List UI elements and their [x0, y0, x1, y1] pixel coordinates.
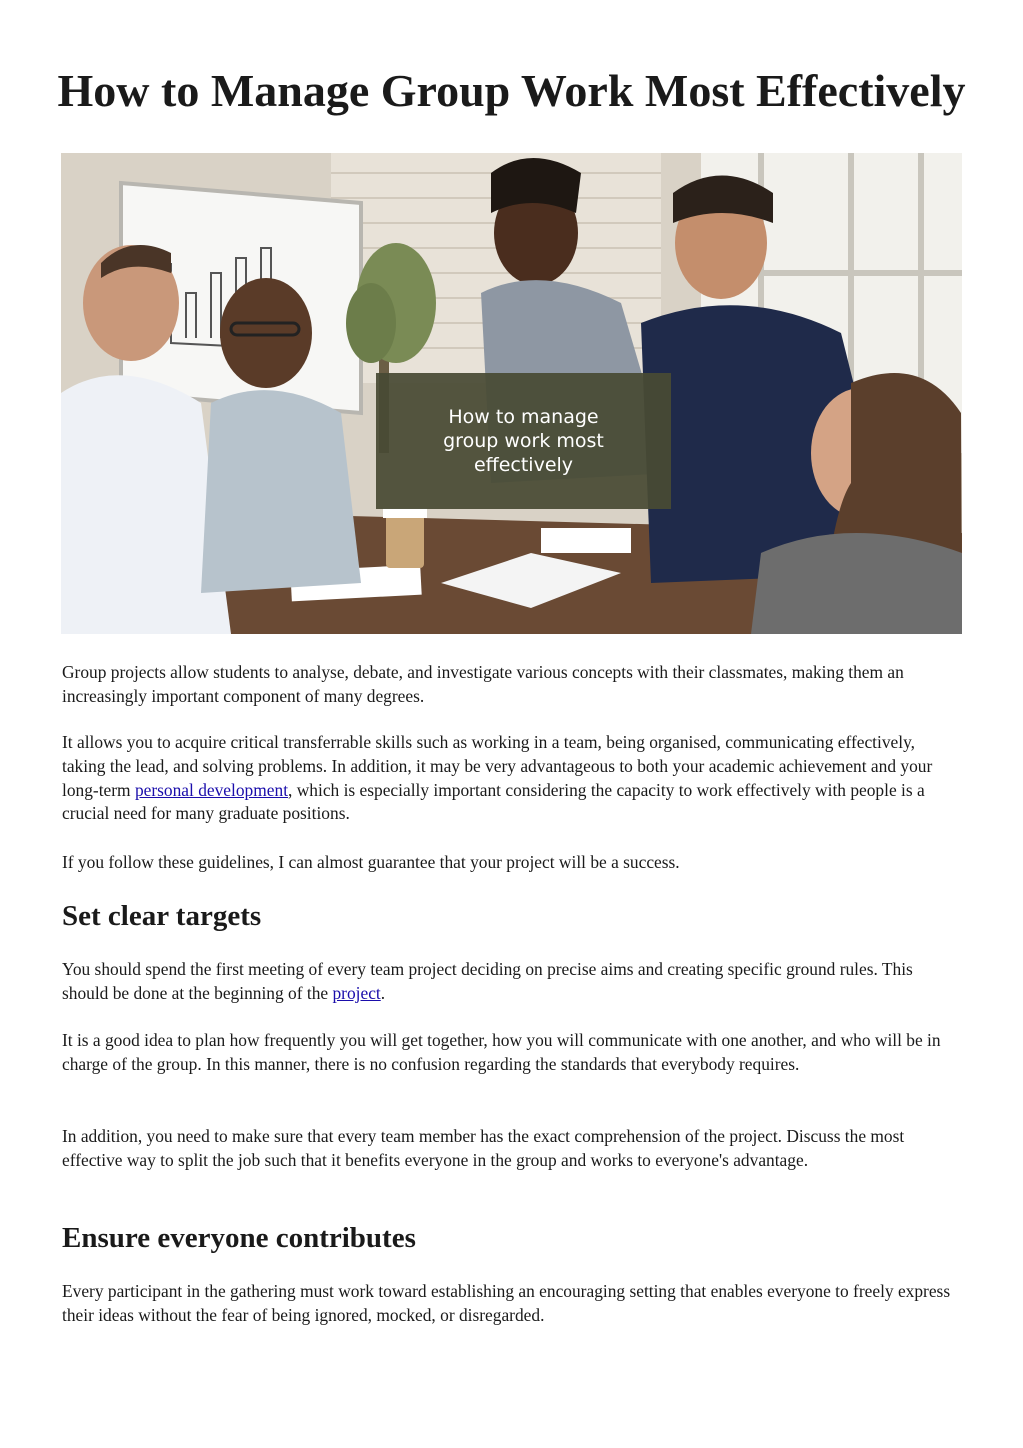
section-1-paragraph-2: It is a good idea to plan how frequently you will get together, how you will communicate with one another, and who will be in charge of the group. In this manner, there is no confusion regarding the standards that everybody requires.: [62, 1030, 941, 1074]
project-link[interactable]: project: [332, 982, 381, 1003]
hero-image: [61, 153, 962, 634]
intro-paragraph-2-text-end: , which is especially important considering the capacity to work effectively with people is a crucial need for many graduate positions.: [62, 779, 925, 824]
intro-paragraph-3: If you follow these guidelines, I can almost guarantee that your project will be a success.: [62, 852, 680, 872]
section-1-paragraph-1-text-end: .: [380, 982, 386, 1003]
personal-development-link[interactable]: personal development: [134, 779, 289, 800]
section-1-paragraph-1-text-start: You should spend the first meeting of every team project deciding on precise aims and creating specific ground rules. This should be done at the beginning of the: [62, 959, 913, 1003]
section-2-paragraph-1: Every participant in the gathering must work toward establishing an encouraging setting that enables everyone to freely express their ideas without the fear of being ignored, mocked, or disregarded.: [62, 1281, 951, 1325]
intro-paragraph-1: Group projects allow students to analyse, debate, and investigate various concepts with their classmates, making them an increasingly important component of many degrees.: [62, 662, 904, 706]
section-heading-set-clear-targets: Set clear targets: [62, 900, 262, 932]
section-1-paragraph-1: [62, 958, 962, 1006]
page-title: How to Manage Group Work Most Effectively: [57, 65, 966, 116]
intro-paragraph-2-text-start: It allows you to acquire critical transferrable skills such as working in a team, being organised, communicating effectively, taking the lead, and solving problems. In addition, it may be very advantageous to both your academic achievement and your long-term: [62, 732, 933, 800]
hero-overlay-caption: [376, 373, 671, 509]
hero-overlay-text: How to manage group work most effectively: [443, 406, 604, 476]
section-heading-ensure-everyone-contributes: Ensure everyone contributes: [62, 1222, 416, 1254]
section-1-paragraph-3: In addition, you need to make sure that every team member has the exact comprehension of the project. Discuss the most effective way to split the job such that it benefits everyone in the group and works to everyone's advantage.: [62, 1126, 905, 1170]
intro-paragraph-2: [62, 731, 962, 826]
